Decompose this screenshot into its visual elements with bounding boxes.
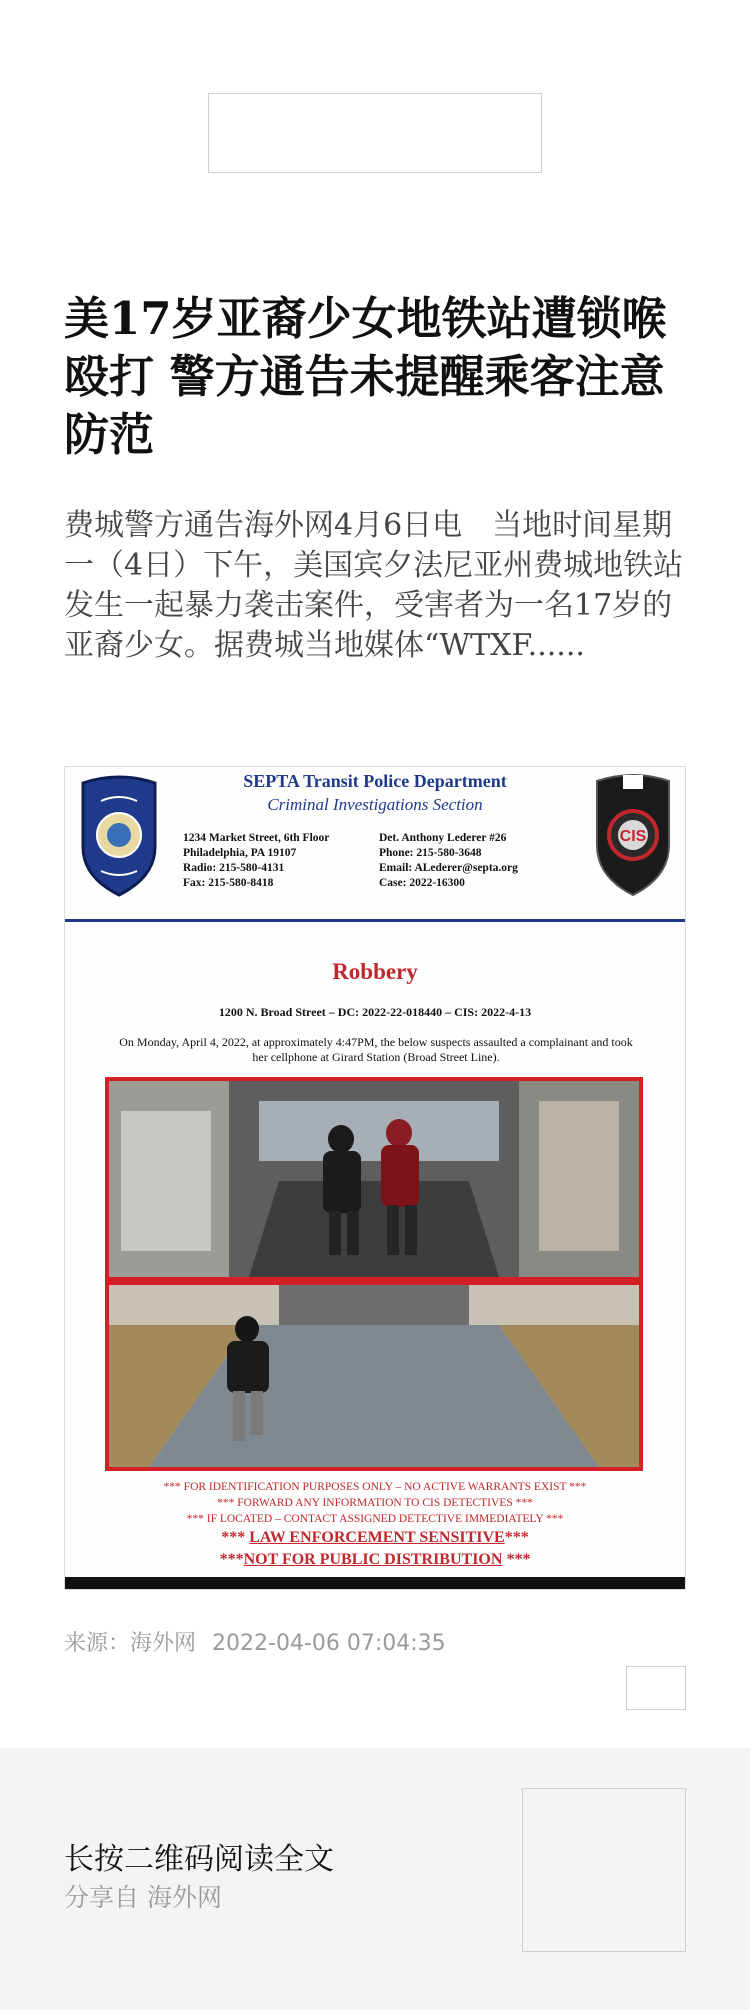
- poster-address: [183, 831, 329, 891]
- poster-warning-not-public: ***NOT FOR PUBLIC DISTRIBUTION ***: [219, 1551, 531, 1568]
- detective-name: Det. Anthony Lederer #26: [379, 832, 507, 844]
- phone-number: Phone: 215-580-3648: [379, 847, 482, 859]
- share-placeholder-button[interactable]: [626, 1666, 686, 1710]
- footer-qr-section: [0, 1748, 750, 2010]
- share-source: 分享自 海外网: [64, 1883, 222, 1912]
- poster-warning-identification: *** FOR IDENTIFICATION PURPOSES ONLY – NO ACTIVE WARRANTS EXIST ***: [163, 1481, 587, 1493]
- article-meta: [64, 1626, 446, 1657]
- cis-badge-text: CIS: [619, 828, 647, 845]
- article-summary: 费城警方通告海外网4月6日电 当地时间星期一（4日）下午，美国宾夕法尼亚州费城地铁站发生一起暴力袭击案件，受害者为一名17岁的亚裔少女。据费城当地媒体“WTXF......: [64, 508, 684, 663]
- radio-number: Radio: 215-580-4131: [183, 862, 285, 874]
- poster-contact: [379, 831, 518, 891]
- poster-location: 1200 N. Broad Street – DC: 2022-22-018440 – CIS: 2022-4-13: [218, 1005, 532, 1019]
- surveillance-scene-1: [109, 1081, 639, 1277]
- logo-placeholder: [208, 93, 542, 173]
- poster-warning-sensitive: *** LAW ENFORCEMENT SENSITIVE***: [221, 1529, 529, 1546]
- poster-divider: [65, 919, 685, 922]
- surveillance-scene-2: [109, 1285, 639, 1467]
- article-source: 来源：海外网: [64, 1631, 197, 1656]
- case-number: Case: 2022-16300: [379, 877, 465, 889]
- poster-description: On Monday, April 4, 2022, at approximately 4:47PM, the below suspects assaulted a complainant and took her cellphone at Girard Station (Broad Street Line).: [119, 1035, 633, 1064]
- poster-headline: Robbery: [332, 959, 418, 984]
- qr-code-placeholder[interactable]: [522, 1788, 686, 1952]
- qr-prompt: 长按二维码阅读全文: [64, 1842, 334, 1877]
- address-line1: 1234 Market Street, 6th Floor: [183, 832, 330, 844]
- article-datetime: 2022-04-06 07:04:35: [212, 1631, 446, 1656]
- police-notice-image: [64, 766, 686, 1590]
- surveillance-photo-stairs: [105, 1077, 643, 1281]
- article-title: 美17岁亚裔少女地铁站遭锁喉殴打 警方通告未提醒乘客注意防范: [64, 292, 667, 461]
- email-address: Email: ALederer@septa.org: [379, 862, 518, 874]
- poster-bottom-bar: [65, 1577, 685, 1589]
- surveillance-photo-corridor: [105, 1281, 643, 1471]
- address-line2: Philadelphia, PA 19107: [183, 847, 297, 859]
- poster-warning-contact: *** IF LOCATED – CONTACT ASSIGNED DETECTIVE IMMEDIATELY ***: [186, 1513, 564, 1525]
- poster-section: Criminal Investigations Section: [267, 795, 483, 814]
- poster-department: SEPTA Transit Police Department: [243, 771, 507, 791]
- poster-warning-forward: *** FORWARD ANY INFORMATION TO CIS DETECTIVES ***: [217, 1497, 533, 1509]
- fax-number: Fax: 215-580-8418: [183, 877, 274, 889]
